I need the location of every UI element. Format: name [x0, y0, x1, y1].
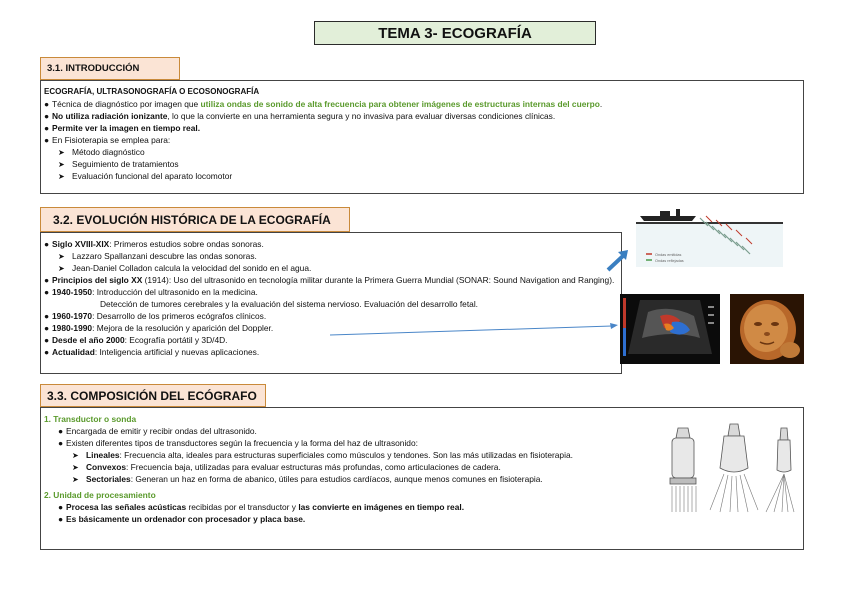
history-item-4-text: : Desarrollo de los primeros ecógrafos clínicos. [92, 311, 267, 321]
transducer-type-sector-text: : Generan un haz en forma de abanico, útiles para estudios cardíacos, aunque menos comunes en fisioterapia. [130, 474, 543, 484]
processing-line-1-bold-end: las convierte en imágenes en tiempo real. [298, 502, 465, 512]
transducer-type-linear [44, 449, 573, 461]
transducer-type-linear-text: : Frecuencia alta, ideales para estructuras superficiales como músculos y tendones. Son las más utilizadas en fisioterapia. [119, 450, 573, 460]
history-item-5: ● 1980-1990: Mejora de la resolución y aparición del Doppler. [44, 323, 274, 333]
history-item-3-text: : Introducción del ultrasonido en la medicina. [92, 287, 258, 297]
history-item-3-detail: Detección de tumores cerebrales y la evaluación del sistema nervioso. Evaluación del desarrollo fetal. [100, 299, 479, 309]
history-item-5-period: 1980-1990 [52, 323, 93, 333]
transducer-type-sector [44, 473, 573, 485]
history-item-7-period: Actualidad [52, 347, 95, 357]
transducer-type-linear-name: Lineales [86, 450, 120, 460]
transducer-type-convex-name: Convexos [86, 462, 127, 472]
use-item [44, 158, 602, 170]
transducer-type-convex-text: : Frecuencia baja, utilizadas para evaluar estructuras más profundas, como articulaciones de cadera. [126, 462, 501, 472]
doppler-ultrasound-image [620, 294, 720, 364]
history-item-2: ● Principios del siglo XX (1914): Uso del ultrasonido en tecnología militar durante la Primera Guerra Mundial (SONAR: Sound Navigation and Ranging). [44, 275, 615, 285]
transducer-line-2: ● Existen diferentes tipos de transductores según la frecuencia y la forma del haz de ultrasonido: [58, 438, 418, 448]
arrow-bullet-icon: ➤ [72, 463, 79, 472]
intro-line-3: ● Permite ver la imagen en tiempo real. [44, 123, 201, 133]
sonar-legend-emitted: Ondas emitidas [655, 253, 682, 257]
arrow-bullet-icon: ➤ [58, 264, 65, 273]
intro-subtitle: ECOGRAFÍA, ULTRASONOGRAFÍA O ECOSONOGRAFÍA [44, 87, 260, 96]
arrow-bullet-icon: ➤ [58, 148, 65, 157]
transducer-heading: 1. Transductor o sonda [44, 414, 137, 424]
history-item-2-text: (1914): Uso del ultrasonido en tecnología militar durante la Primera Guerra Mundial (SONAR: Sound Navigation and Ranging). [142, 275, 615, 285]
arrow-bullet-icon: ➤ [72, 451, 79, 460]
history-item-4-period: 1960-1970 [52, 311, 93, 321]
processing-line-1-bold: Procesa las señales acústicas [66, 502, 187, 512]
history-item-3: ● 1940-1950: Introducción del ultrasonido en la medicina. [44, 287, 258, 297]
use-item [44, 170, 602, 182]
history-item-1-text: : Primeros estudios sobre ondas sonoras. [109, 239, 264, 249]
connector-line [330, 322, 620, 338]
history-item-7-text: : Inteligencia artificial y nuevas aplicaciones. [94, 347, 260, 357]
intro-line-3-bold: Permite ver la imagen en tiempo real. [52, 123, 201, 133]
page-title: TEMA 3- ECOGRAFÍA [314, 21, 596, 45]
history-sub-1-text: Lazzaro Spallanzani descubre las ondas sonoras. [72, 251, 257, 261]
history-item-5-text: : Mejora de la resolución y aparición del Doppler. [92, 323, 274, 333]
intro-line-2: ● No utiliza radiación ionizante, lo que la convierte en una herramienta segura y no invasiva para evaluar diversas condiciones clínicas. [44, 111, 556, 121]
history-item-6-text: : Ecografía portátil y 3D/4D. [124, 335, 228, 345]
history-item-4: ● 1960-1970: Desarrollo de los primeros ecógrafos clínicos. [44, 311, 267, 321]
intro-content [44, 86, 602, 182]
history-item-7: ● Actualidad: Inteligencia artificial y nuevas aplicaciones. [44, 347, 260, 357]
transducer-probes-illustration [664, 420, 800, 516]
arrow-bullet-icon: ➤ [58, 172, 65, 181]
transducer-line-2-text: Existen diferentes tipos de transductores según la frecuencia y la forma del haz de ultrasonido: [66, 438, 418, 448]
intro-line-2-text: , lo que la convierte en una herramienta segura y no invasiva para evaluar diversas condiciones clínicas. [167, 111, 556, 121]
use-item-label: Seguimiento de tratamientos [72, 159, 179, 169]
arrow-bullet-icon: ➤ [58, 252, 65, 261]
processing-line-1: ● Procesa las señales acústicas recibidas por el transductor y las convierte en imágenes en tiempo real. [58, 502, 465, 512]
use-item-label: Método diagnóstico [72, 147, 145, 157]
section-heading-introduccion: 3.1. INTRODUCCIÓN [40, 57, 180, 80]
intro-line-1-highlight: utiliza ondas de sonido de alta frecuencia para obtener imágenes de estructuras internas del cuerpo [200, 99, 600, 109]
fetal-3d-ultrasound-image [730, 294, 804, 364]
transducer-line-1-text: Encargada de emitir y recibir ondas del ultrasonido. [66, 426, 257, 436]
history-item-3-period: 1940-1950 [52, 287, 93, 297]
ship-icon [640, 216, 696, 221]
intro-line-1: ● Técnica de diagnóstico por imagen que utiliza ondas de sonido de alta frecuencia para obtener imágenes de estructuras internas del cuerpo. [44, 99, 603, 109]
use-item-label: Evaluación funcional del aparato locomotor [72, 171, 233, 181]
history-item-6: ● Desde el año 2000: Ecografía portátil y 3D/4D. [44, 335, 228, 345]
processing-line-2: ● Es básicamente un ordenador con procesador y placa base. [58, 514, 306, 524]
history-item-2-period: Principios del siglo XX [52, 275, 143, 285]
history-item-1-period: Siglo XVIII-XIX [52, 239, 110, 249]
history-sub-1 [44, 250, 614, 262]
history-content [44, 238, 614, 358]
transducer-type-convex [44, 461, 573, 473]
linear-probe-icon [670, 428, 696, 512]
history-sub-2 [44, 262, 614, 274]
history-item-1: ● Siglo XVIII-XIX: Primeros estudios sobre ondas sonoras. [44, 239, 264, 249]
sonar-legend-reflected: Ondas reflejadas [655, 259, 684, 263]
intro-line-4-text: En Fisioterapia se emplea para: [52, 135, 171, 145]
use-item [44, 146, 602, 158]
history-item-6-period: Desde el año 2000 [52, 335, 125, 345]
transducer-line-1: ● Encargada de emitir y recibir ondas del ultrasonido. [58, 426, 257, 436]
arrow-bullet-icon: ➤ [58, 160, 65, 169]
convex-probe-icon [710, 424, 758, 512]
arrow-bullet-icon: ➤ [72, 475, 79, 484]
processing-line-1-text: recibidas por el transductor y [186, 502, 299, 512]
section-heading-evolucion: 3.2. EVOLUCIÓN HISTÓRICA DE LA ECOGRAFÍA [40, 207, 350, 232]
intro-line-2-bold: No utiliza radiación ionizante [52, 111, 168, 121]
composition-content [44, 413, 573, 525]
intro-line-1-end: . [599, 99, 603, 109]
section-heading-composicion: 3.3. COMPOSICIÓN DEL ECÓGRAFO [40, 384, 266, 407]
blue-arrow-icon [604, 248, 632, 274]
processing-line-2-text: Es básicamente un ordenador con procesador y placa base. [66, 514, 306, 524]
intro-line-1-text: Técnica de diagnóstico por imagen que [52, 99, 201, 109]
processing-heading: 2. Unidad de procesamiento [44, 490, 156, 500]
history-sub-2-text: Jean-Daniel Colladon calcula la velocidad del sonido en el agua. [72, 263, 312, 273]
sonar-illustration [636, 208, 784, 268]
intro-line-4: ● En Fisioterapia se emplea para: [44, 135, 171, 145]
transducer-type-sector-name: Sectoriales [86, 474, 131, 484]
sector-probe-icon [766, 428, 794, 512]
